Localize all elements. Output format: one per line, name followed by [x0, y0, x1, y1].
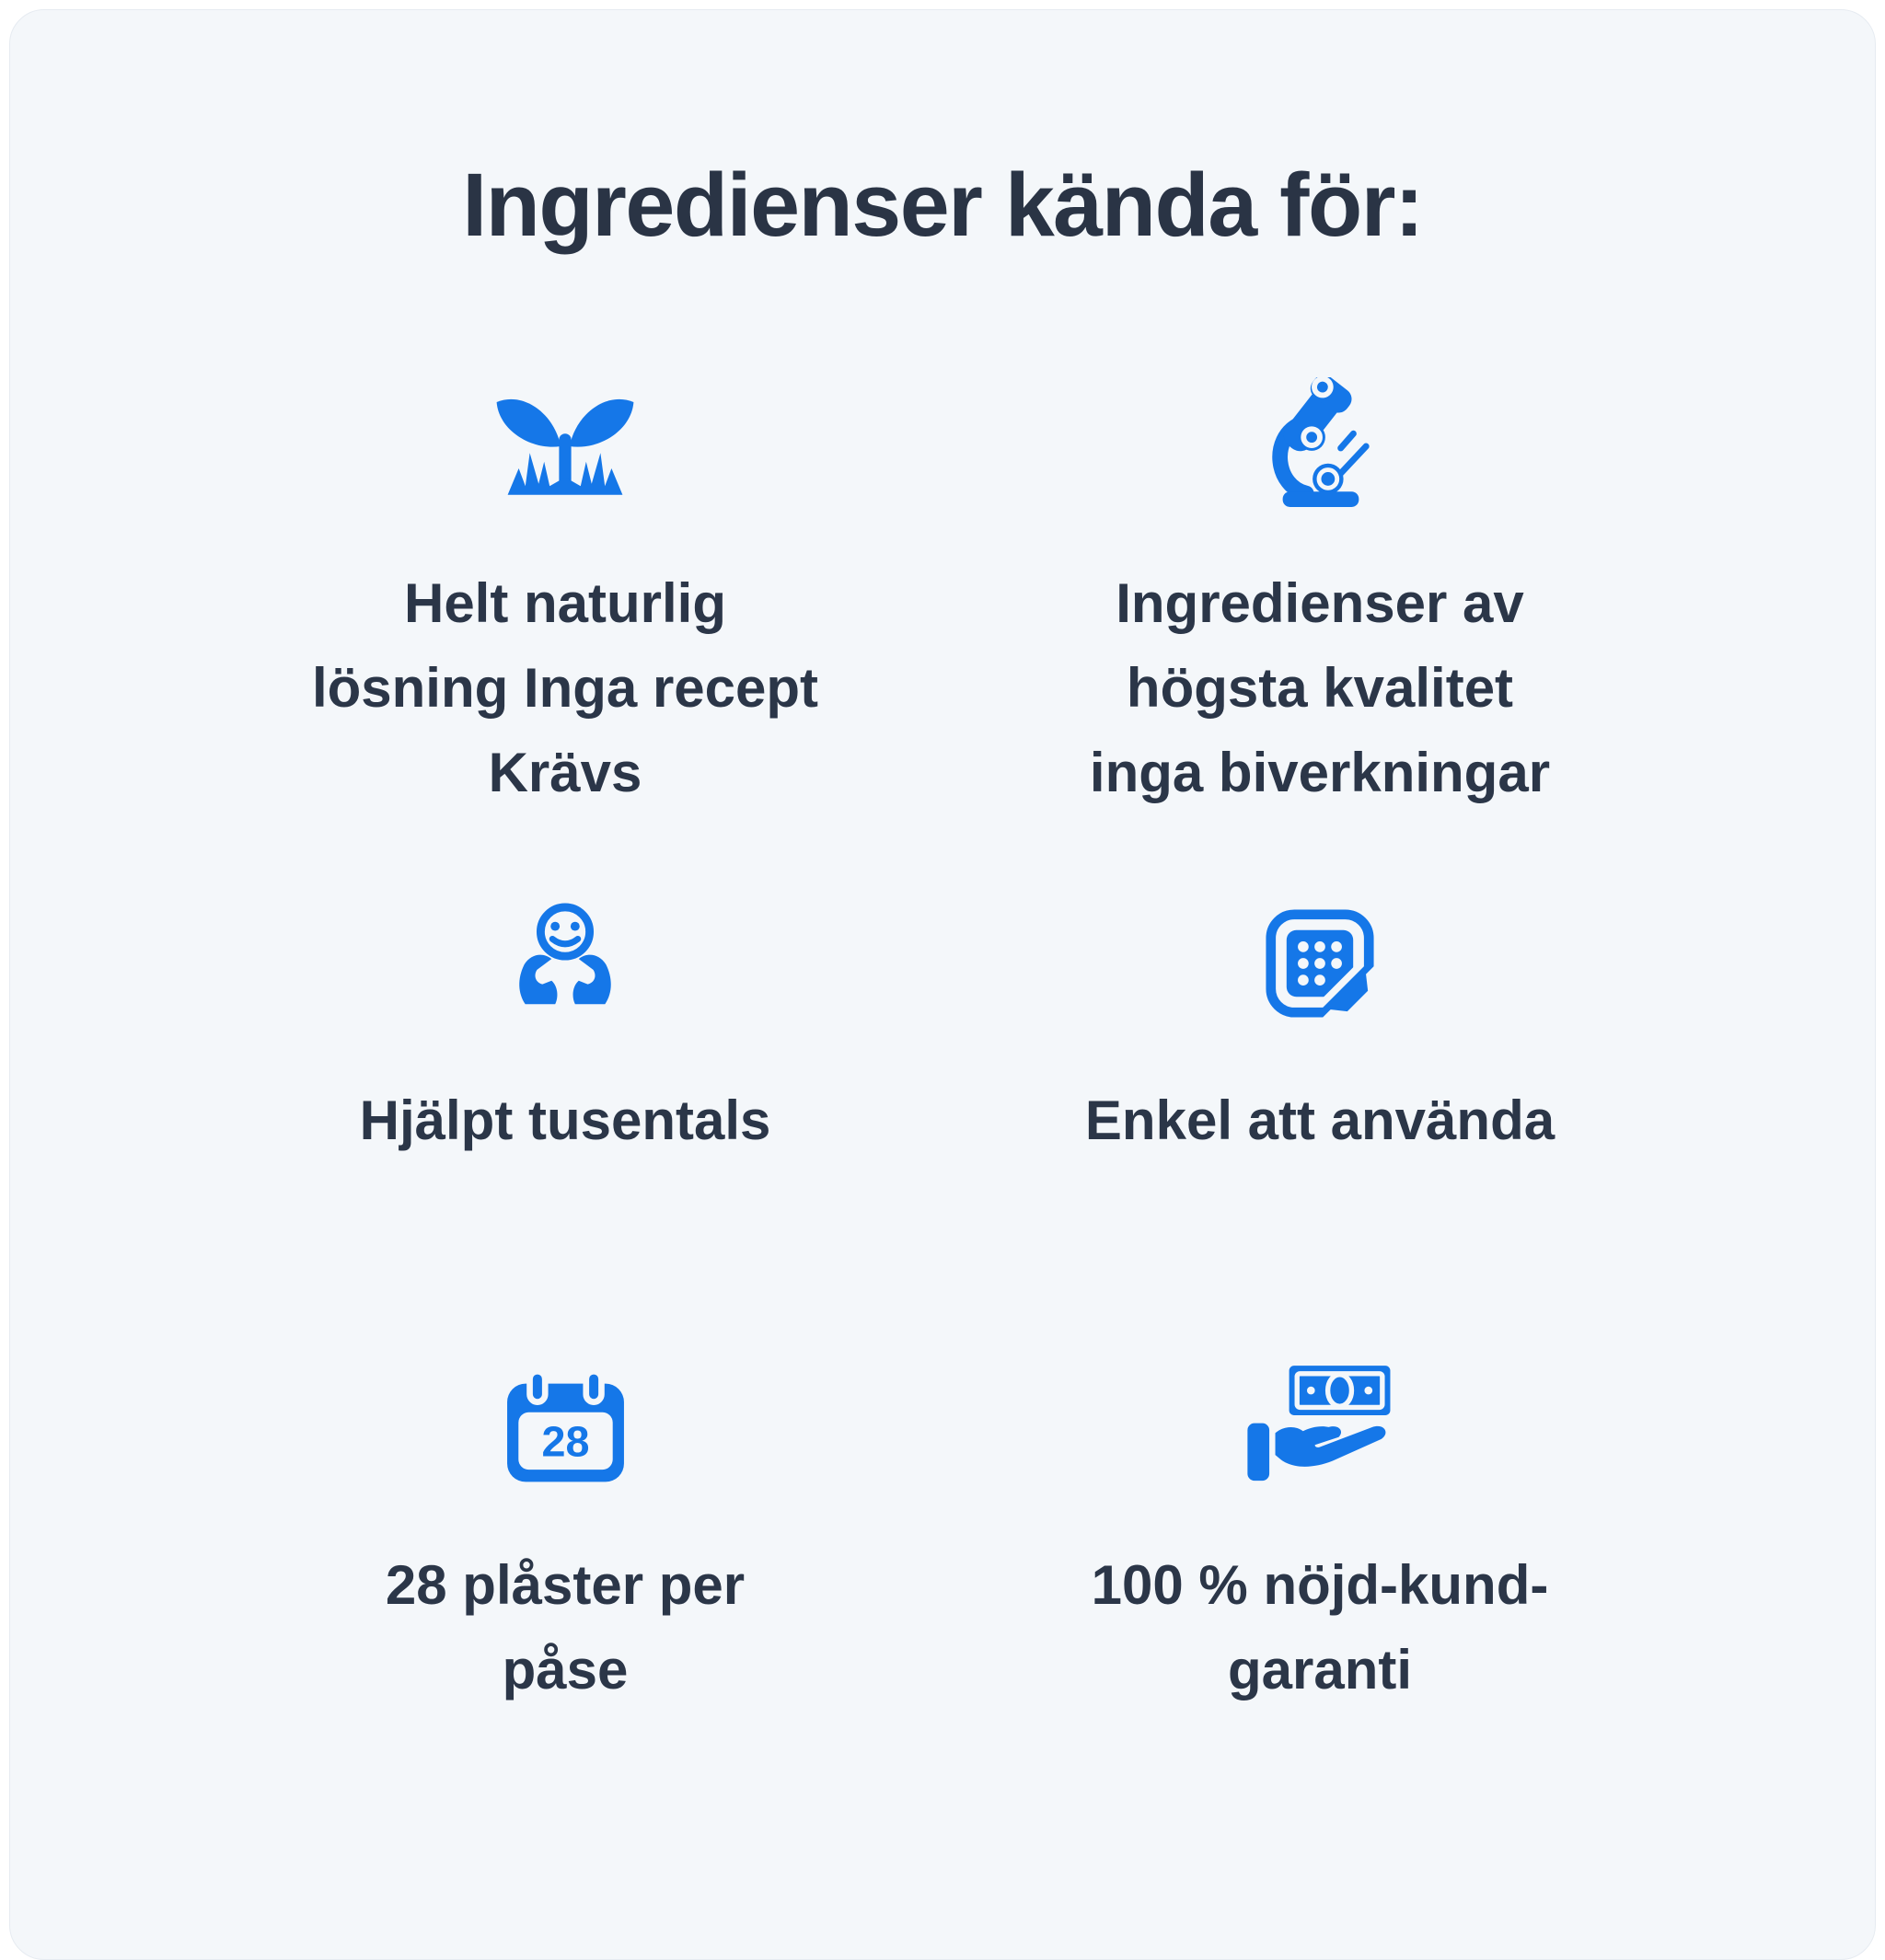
sprout-icon — [488, 373, 642, 520]
section-title: Ingredienser kända för: — [462, 155, 1423, 255]
feature-quality-ingredients — [942, 373, 1697, 890]
money-in-hand-icon — [1245, 1355, 1394, 1502]
caption-line: Hjälpt tusentals — [359, 1090, 771, 1151]
feature-caption — [312, 561, 818, 815]
caption-line: garanti — [1227, 1639, 1413, 1701]
feature-helped-thousands — [188, 890, 942, 1355]
feature-caption — [1090, 561, 1550, 815]
caption-line: 100 % nöjd-kund- — [1091, 1554, 1549, 1616]
microscope-icon — [1261, 373, 1379, 520]
caption-line: påse — [502, 1639, 629, 1701]
feature-money-back-guarantee — [942, 1355, 1697, 1712]
caption-line: 28 plåster per — [385, 1554, 746, 1616]
features-grid — [10, 373, 1875, 1712]
feature-caption — [360, 1078, 771, 1163]
patch-keypad-icon — [1259, 890, 1381, 1037]
caption-line: inga biverkningar — [1089, 742, 1551, 803]
caption-line: lösning Inga recept — [311, 657, 819, 719]
feature-patches-per-bag — [188, 1355, 942, 1712]
feature-easy-to-use — [942, 890, 1697, 1355]
feature-caption — [1092, 1543, 1549, 1712]
feature-caption — [386, 1543, 745, 1712]
calendar-day-number: 28 — [541, 1417, 589, 1466]
features-card — [9, 9, 1876, 1960]
calendar-icon — [499, 1355, 632, 1502]
feature-natural-solution — [188, 373, 942, 890]
caption-line: högsta kvalitet — [1126, 657, 1514, 719]
feature-caption — [1085, 1078, 1555, 1163]
hands-holding-smiley-icon — [506, 890, 624, 1037]
caption-line: Enkel att använda — [1084, 1090, 1555, 1151]
caption-line: Krävs — [488, 742, 642, 803]
caption-line: Ingredienser av — [1116, 572, 1524, 634]
caption-line: Helt naturlig — [403, 572, 726, 634]
